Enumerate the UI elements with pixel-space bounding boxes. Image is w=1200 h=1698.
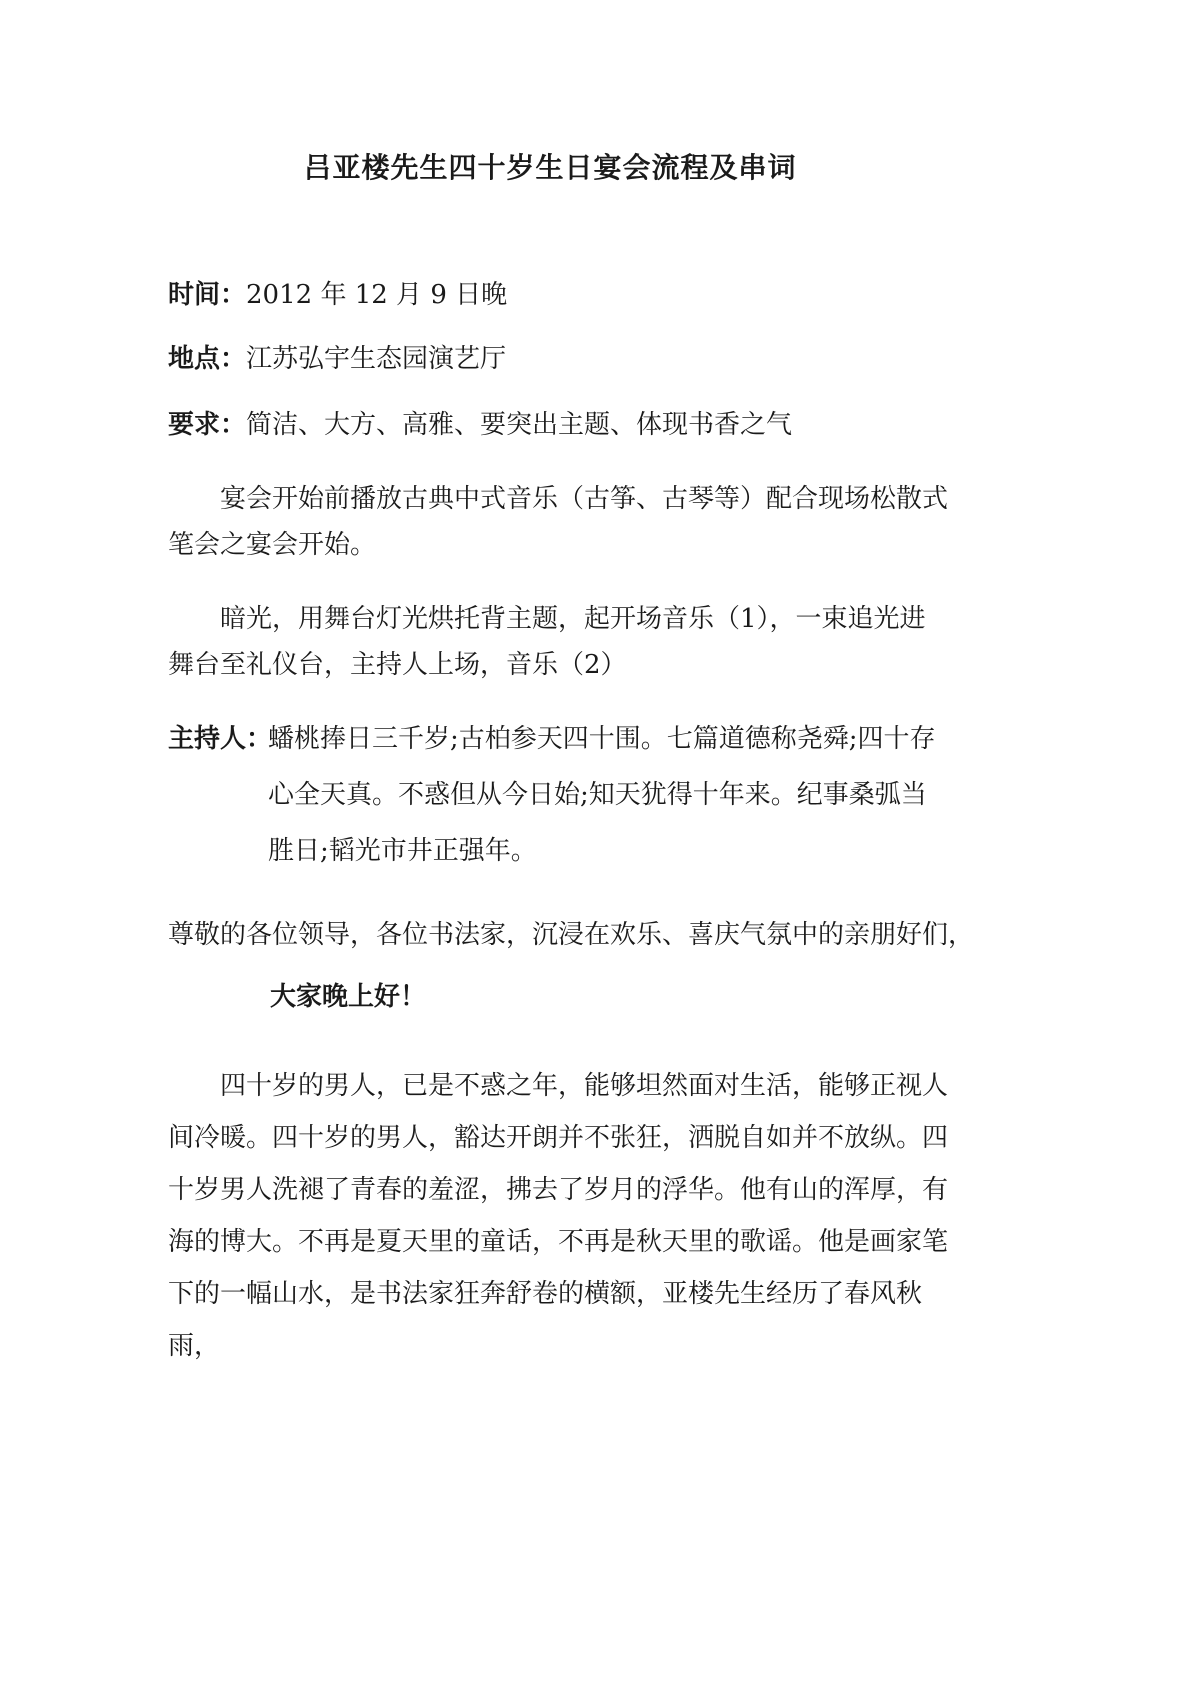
music-paragraph-text: 宴会开始前播放古典中式音乐（古筝、古琴等）配合现场松散式笔会之宴会开始。	[168, 484, 949, 560]
document-title: 吕亚楼先生四十岁生日宴会流程及串词	[303, 151, 797, 184]
place-label: 地点：	[168, 344, 247, 374]
time-label: 时间：	[168, 280, 247, 310]
requirement-value: 简洁、大方、高雅、要突出主题、体现书香之气	[246, 410, 793, 440]
requirement-label: 要求：	[168, 410, 247, 440]
forty-paragraph-text: 四十岁的男人，已是不惑之年，能够坦然面对生活，能够正视人间冷暖。四十岁的男人，豁达开朗并不张狂，洒脱自如并不放纵。四十岁男人洗褪了青春的羞涩，拂去了岁月的浮华。他有山的浑厚，有海的博大。不再是夏天里的童话，不再是秋天里的歌谣。他是画家笔下的一幅山水，是书法家狂奔舒卷的横额，亚楼先生经历了春风秋雨，	[168, 1071, 949, 1361]
host-poem: 蟠桃捧日三千岁;古柏参天四十围。七篇道德称尧舜;四十存心全天真。不惑但从今日始;知天犹得十年来。纪事桑弧当胜日;韬光市井正强年。	[268, 724, 936, 866]
light-paragraph	[168, 596, 948, 688]
light-paragraph-text: 暗光，用舞台灯光烘托背主题，起开场音乐（1），一束追光进舞台至礼仪台，主持人上场，音乐（2）	[168, 604, 926, 680]
time-value: 2012 年 12 月 9 日晚	[246, 280, 508, 310]
greeting-bold-line: 大家晚上好！	[270, 982, 427, 1012]
place-line	[168, 344, 506, 374]
music-paragraph	[168, 476, 948, 568]
host-label: 主持人：	[168, 724, 273, 754]
requirement-line	[168, 410, 792, 440]
place-value: 江苏弘宇生态园演艺厅	[246, 344, 507, 374]
greeting-line: 尊敬的各位领导，各位书法家，沉浸在欢乐、喜庆气氛中的亲朋好们，	[168, 920, 975, 950]
forty-paragraph	[168, 1060, 948, 1372]
time-line	[168, 280, 507, 310]
